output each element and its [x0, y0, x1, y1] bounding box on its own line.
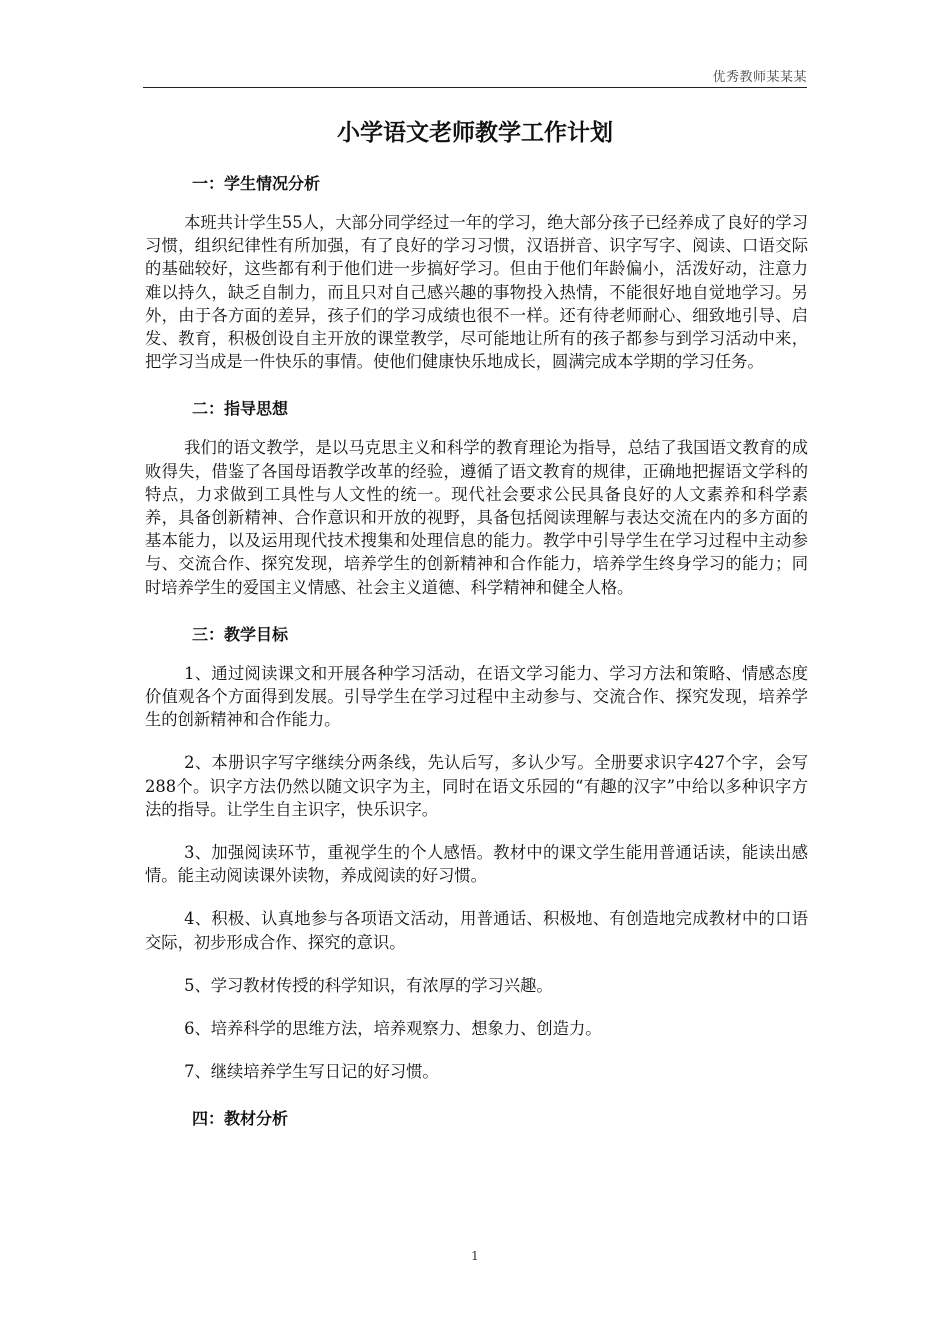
section-heading-1: 一：学生情况分析 — [192, 174, 321, 193]
list-item: 1、通过阅读课文和开展各种学习活动，在语文学习能力、学习方法和策略、情感态度价值观各个方面得到发展。引导学生在学习过程中主动参与、交流合作、探究发现，培养学生的创新精神和合作能力。 — [145, 663, 808, 730]
paragraph: 我们的语文教学，是以马克思主义和科学的教育理论为指导，总结了我国语文教育的成败得失，借鉴了各国母语教学改革的经验，遵循了语文教育的规律，正确地把握语文学科的特点，力求做到工具性与人文性的统一。现代社会要求公民具备良好的人文素养和科学素养，具备创新精神、合作意识和开放的视野，具备包括阅读理解与表达交流在内的多方面的基本能力，以及运用现代技术搜集和处理信息的能力。教学中引导学生在学习过程中主动参与、交流合作、探究发现，培养学生的创新精神和合作能力，培养学生终身学习的能力；同时培养学生的爱国主义情感、社会主义道德、科学精神和健全人格。 — [145, 438, 808, 597]
list-item: 7、继续培养学生写日记的好习惯。 — [184, 1062, 439, 1082]
section-heading-2: 二：指导思想 — [192, 399, 289, 419]
document-body — [145, 168, 808, 1135]
list-item: 5、学习教材传授的科学知识，有浓厚的学习兴趣。 — [184, 975, 553, 995]
page-number: 1 — [471, 1249, 479, 1263]
list-item: 3、加强阅读环节，重视学生的个人感悟。教材中的课文学生能用普通话读，能读出感情。能主动阅读课外读物，养成阅读的好习惯。 — [145, 843, 808, 886]
document-title: 小学语文老师教学工作计划 — [337, 120, 613, 146]
list-item: 4、积极、认真地参与各项语文活动，用普通话、积极地、有创造地完成教材中的口语交际，初步形成合作、探究的意识。 — [145, 909, 808, 952]
section-heading-4: 四：教材分析 — [192, 1109, 289, 1129]
header-author: 优秀教师某某某 — [712, 70, 807, 85]
header-rule — [143, 87, 807, 88]
paragraph: 本班共计学生55人，大部分同学经过一年的学习，绝大部分孩子已经养成了良好的学习习惯，组织纪律性有所加强，有了良好的学习习惯，汉语拼音、识字写字、阅读、口语交际的基础较好，这些都有利于他们进一步搞好学习。但由于他们年龄偏小，活泼好动，注意力难以持久，缺乏自制力，而且只对自己感兴趣的事物投入热情，不能很好地自觉地学习。另外，由于各方面的差异，孩子们的学习成绩也很不一样。还有待老师耐心、细致地引导、启发、教育，积极创设自主开放的课堂教学，尽可能地让所有的孩子都参与到学习活动中来，把学习当成是一件快乐的事情。使他们健康快乐地成长，圆满完成本学期的学习任务。 — [145, 213, 808, 372]
list-item: 6、培养科学的思维方法，培养观察力、想象力、创造力。 — [184, 1019, 602, 1039]
list-item: 2、本册识字写字继续分两条线，先认后写，多认少写。全册要求识字427个字，会写288个。识字方法仍然以随文识字为主，同时在语文乐园的“有趣的汉字”中给以多种识字方法的指导。让学生自主识字，快乐识字。 — [145, 753, 808, 819]
section-heading-3: 三：教学目标 — [192, 624, 289, 644]
